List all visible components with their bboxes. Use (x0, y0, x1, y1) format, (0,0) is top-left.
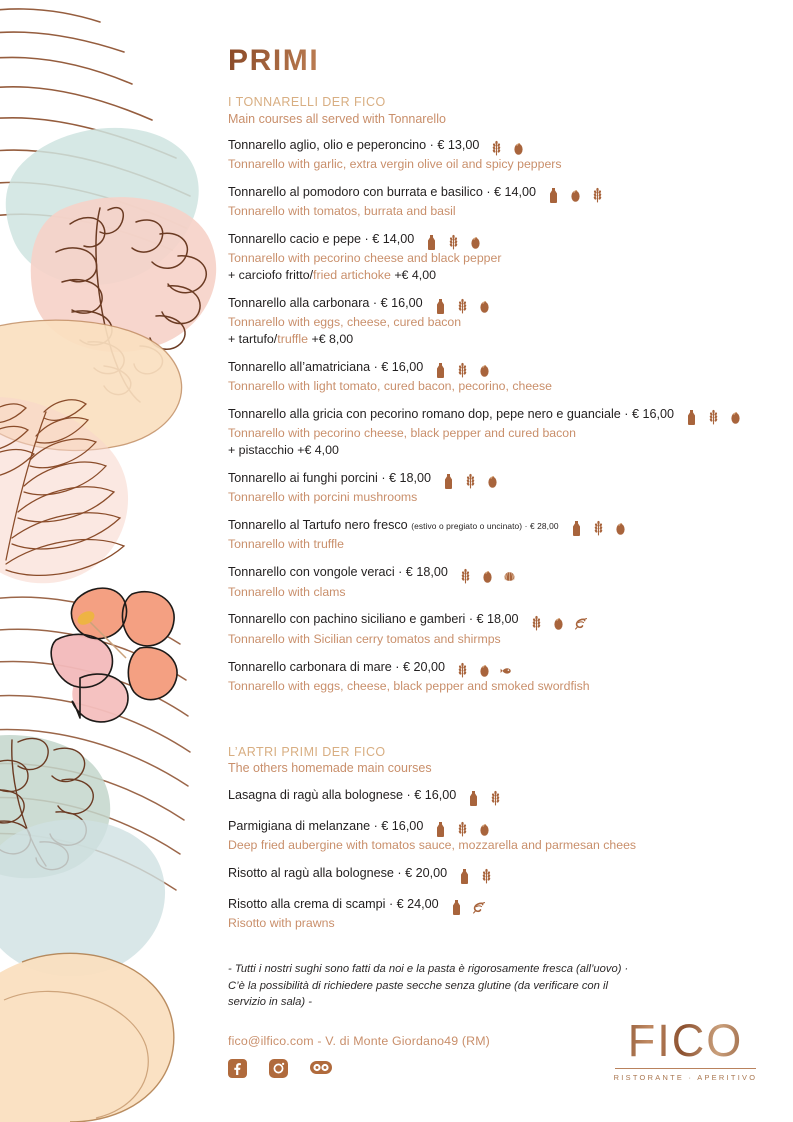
allergen-icon-row (458, 868, 502, 885)
menu-item-name (228, 564, 773, 584)
egg-icon (469, 234, 482, 251)
sage-leaf-blob (0, 735, 110, 878)
wheat-icon (459, 568, 472, 585)
milk-icon (434, 821, 447, 838)
pink-blob-upper (31, 197, 216, 352)
menu-item-name (228, 787, 773, 807)
egg-icon (729, 409, 742, 426)
menu-item-description: Tonnarello with garlic, extra vergin olive oil and spicy peppers (228, 157, 562, 172)
milk-icon (434, 298, 447, 315)
brand-tagline: RISTORANTE · APERITIVO (613, 1073, 758, 1082)
teal-blob-top (6, 128, 199, 285)
contact-line: fico@ilfico.com - V. di Monte Giordano49 (RM) (228, 1034, 490, 1048)
instagram-icon[interactable] (269, 1059, 288, 1078)
milk-icon (425, 234, 438, 251)
egg-icon (478, 362, 491, 379)
menu-item-name-text: Parmigiana di melanzane · € 16,00 (228, 818, 424, 833)
egg-icon (552, 615, 565, 632)
allergen-icon-row (459, 567, 525, 584)
allergen-icon-row (685, 409, 751, 426)
menu-item-name-text: Risotto alla crema di scampi · € 24,00 (228, 897, 439, 912)
egg-icon (481, 568, 494, 585)
milk-icon (467, 790, 480, 807)
peach-blob-inner-line (4, 991, 148, 1118)
milk-icon (434, 362, 447, 379)
allergen-icon-row (490, 140, 534, 157)
menu-item-name-text: Tonnarello cacio e pepe · € 14,00 (228, 232, 415, 247)
menu-item-description: Tonnarello with light tomato, cured bacon, pecorino, cheese (228, 379, 553, 394)
brand-divider (615, 1068, 756, 1069)
menu-item (228, 865, 773, 885)
addon-translation: fried artichoke (313, 268, 391, 283)
menu-item-description: Deep fried aubergine with tomatos sauce, mozzarella and parmesan chees (228, 838, 637, 853)
hibiscus-flower (51, 588, 177, 722)
addon-translation: truffle (277, 332, 309, 347)
menu-item-name-text: Tonnarello al Tartufo nero fresco (228, 518, 408, 533)
wheat-icon (456, 298, 469, 315)
menu-item-name-text: Tonnarello alla gricia con pecorino romano dop, pepe nero e guanciale · € 16,00 (228, 407, 674, 422)
egg-icon (512, 140, 525, 157)
wheat-icon (464, 473, 477, 490)
menu-item-name-text: Tonnarello all’amatriciana · € 16,00 (228, 359, 424, 374)
menu-item-name (228, 659, 773, 679)
menu-item-name-text: Tonnarello alla carbonara · € 16,00 (228, 296, 423, 311)
menu-item (228, 564, 773, 600)
allergen-icon-row (434, 298, 500, 315)
menu-item-name (228, 184, 773, 204)
allergen-icon-row (450, 899, 494, 916)
menu-item-description: Tonnarello with pecorino cheese and black pepper (228, 251, 502, 266)
menu-item (228, 137, 773, 173)
menu-item-name-text: Tonnarello carbonara di mare · € 20,00 (228, 659, 446, 674)
blue-blob-bottom (0, 819, 165, 976)
menu-item-name (228, 611, 773, 631)
menu-item-name (228, 231, 773, 251)
wheat-icon (489, 790, 502, 807)
menu-item-name-text: Tonnarello al pomodoro con burrata e basilico · € 14,00 (228, 185, 537, 200)
egg-icon (478, 821, 491, 838)
section-subtitle: The others homemade main courses (228, 761, 432, 776)
menu-item (228, 517, 773, 553)
page-title: PRIMI (228, 46, 773, 76)
menu-section (228, 95, 773, 695)
menu-item-name-text: Tonnarello aglio, olio e peperoncino · € 13,00 (228, 137, 480, 152)
menu-item-description: Tonnarello with tomatos, burrata and basil (228, 204, 456, 219)
fish-icon (500, 662, 513, 679)
egg-icon (486, 473, 499, 490)
milk-icon (547, 187, 560, 204)
addon-label: + pistacchio +€ 4,00 (228, 443, 339, 458)
menu-item (228, 359, 773, 395)
peach-blob-bottom (0, 953, 174, 1122)
decorative-artwork-panel (0, 0, 230, 1122)
wheat-icon (456, 662, 469, 679)
menu-item-name (228, 818, 773, 838)
menu-item-name (228, 295, 773, 315)
section-title: L’ARTRI PRIMI DER FICO (228, 744, 386, 759)
menu-item-name (228, 517, 773, 537)
line-art-strokes-top (0, 9, 190, 250)
allergen-icon-row (425, 234, 491, 251)
menu-item-description: Tonnarello with clams (228, 584, 346, 599)
facebook-icon[interactable] (228, 1059, 247, 1078)
allergen-icon-row (434, 362, 500, 379)
menu-content (228, 46, 773, 1010)
milk-icon (458, 868, 471, 885)
menu-item-name-text: Lasagna di ragù alla bolognese · € 16,00 (228, 787, 457, 802)
menu-item (228, 184, 773, 220)
allergen-icon-row (442, 473, 508, 490)
menu-item-note: (estivo o pregiato o uncinato) · € 28,00 (411, 521, 559, 532)
menu-item-name (228, 406, 773, 426)
addon-label: + carciofo fritto/ (228, 268, 314, 283)
menu-item-description: Tonnarello with pecorino cheese, black pepper and cured bacon (228, 426, 576, 441)
menu-item (228, 231, 773, 284)
section-subtitle: Main courses all served with Tonnarello (228, 111, 446, 126)
wheat-icon (591, 187, 604, 204)
wheat-icon (447, 234, 460, 251)
peach-blob-bottom-outline (22, 953, 174, 1122)
milk-icon (442, 473, 455, 490)
brand-logo (613, 1015, 758, 1082)
section-spacer (228, 706, 773, 745)
tripadvisor-icon[interactable] (310, 1059, 332, 1078)
menu-item-name-text: Tonnarello con pachino siciliano e gamberi · € 18,00 (228, 612, 519, 627)
wheat-icon (490, 140, 503, 157)
monstera-leaf-pink (56, 208, 206, 402)
menu-item-name-text: Tonnarello con vongole veraci · € 18,00 (228, 565, 448, 580)
allergen-icon-row (456, 662, 522, 679)
menu-item-name (228, 470, 773, 490)
menu-item (228, 659, 773, 695)
menu-footnotes: - Tutti i nostri sughi sono fatti da noi e la pasta è rigorosamente fresca (all’uovo) · C’è la possibilità di richiedere paste secche senza glutine (da verificare con il servizio in sala) - (228, 963, 629, 1008)
allergen-icon-row (467, 790, 511, 807)
menu-item-description: Risotto with prawns (228, 916, 335, 931)
section-title: I TONNARELLI DER FICO (228, 95, 386, 109)
menu-item-addon (228, 267, 773, 284)
menu-item-name-text: Risotto al ragù alla bolognese · € 20,00 (228, 866, 448, 880)
menu-item-name (228, 865, 773, 885)
mollusc-icon (503, 568, 516, 585)
menu-item-name (228, 896, 773, 916)
hibiscus-stamen (75, 608, 97, 627)
menu-item (228, 295, 773, 348)
milk-icon (570, 520, 583, 537)
menu-item (228, 818, 773, 854)
menu-item-description: Tonnarello with eggs, cheese, black pepper and smoked swordfish (228, 678, 590, 693)
menu-item-description: Tonnarello with eggs, cheese, cured bacon (228, 315, 462, 330)
addon-label: + tartufo/ (228, 332, 278, 347)
menu-item-description: Tonnarello with truffle (228, 537, 344, 552)
menu-item-addon (228, 331, 773, 348)
addon-price: +€ 8,00 (308, 332, 354, 347)
wheat-icon (456, 362, 469, 379)
menu-section (228, 745, 773, 933)
milk-icon (450, 899, 463, 916)
menu-item-name (228, 359, 773, 379)
shrimp-icon (472, 899, 485, 916)
wheat-icon (530, 615, 543, 632)
addon-price: +€ 4,00 (390, 268, 437, 283)
menu-item-description: Tonnarello with Sicilian cerry tomatos and shirmps (228, 631, 501, 646)
pink-fern-backdrop (0, 397, 128, 583)
wheat-icon (456, 821, 469, 838)
shrimp-icon (574, 615, 587, 632)
menu-item (228, 406, 773, 459)
menu-item-name (228, 137, 773, 157)
menu-item (228, 611, 773, 647)
egg-icon (569, 187, 582, 204)
allergen-icon-row (547, 187, 613, 204)
menu-item-description: Tonnarello with porcini mushrooms (228, 490, 418, 505)
wheat-icon (592, 520, 605, 537)
menu-item-addon (228, 442, 773, 459)
menu-item-name-text: Tonnarello ai funghi porcini · € 18,00 (228, 471, 432, 486)
peach-blob-mid (0, 320, 182, 450)
wheat-icon (480, 868, 493, 885)
milk-icon (685, 409, 698, 426)
wheat-icon (707, 409, 720, 426)
egg-icon (614, 520, 627, 537)
menu-item (228, 896, 773, 932)
line-art-strokes-lower (0, 597, 190, 890)
brand-name: FICO (613, 1018, 758, 1063)
allergen-icon-row (570, 520, 636, 537)
egg-icon (478, 298, 491, 315)
menu-item (228, 470, 773, 506)
fern-frond-line-art (0, 400, 124, 576)
egg-icon (478, 662, 491, 679)
allergen-icon-row (530, 614, 596, 631)
menu-item (228, 787, 773, 807)
allergen-icon-row (434, 821, 500, 838)
menu-sections (228, 95, 773, 932)
sage-monstera-leaf (0, 738, 93, 869)
peach-blob-mid-outline (0, 320, 182, 450)
